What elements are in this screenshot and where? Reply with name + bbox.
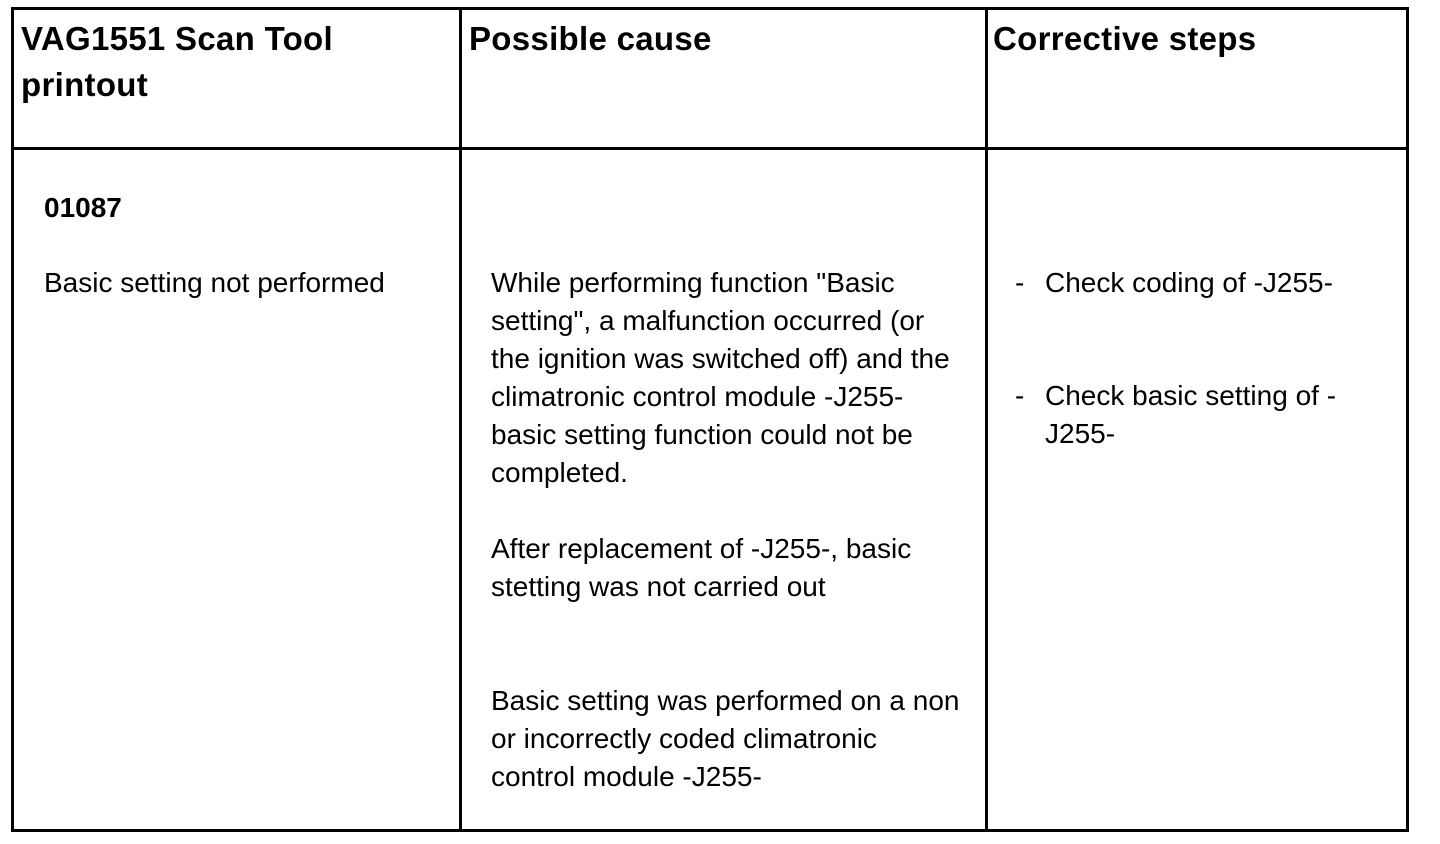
fault-code: 01087: [44, 192, 122, 223]
column-divider-1: [459, 10, 462, 829]
diagnostic-table: [11, 7, 1409, 832]
corrective-step-text: Check coding of -J255-: [1045, 267, 1333, 298]
header-corrective-steps: Corrective steps: [993, 20, 1257, 57]
header-divider: [14, 147, 1406, 150]
corrective-step-2: [1015, 377, 1395, 453]
possible-cause-2: After replacement of -J255-, basic stetting was not carried out: [491, 533, 912, 602]
fault-description: Basic setting not performed: [44, 267, 385, 298]
list-dash: -: [1015, 267, 1025, 298]
header-scan-tool-printout: VAG1551 Scan Tool printout: [21, 20, 333, 103]
possible-cause-3: Basic setting was performed on a non or incorrectly coded climatronic control module -J255-: [491, 685, 960, 792]
column-divider-2: [985, 10, 988, 829]
header-possible-cause: Possible cause: [469, 20, 712, 57]
corrective-step-text: Check basic setting of -J255-: [1045, 380, 1337, 449]
list-dash: -: [1015, 380, 1025, 411]
possible-cause-1: While performing function "Basic setting", a malfunction occurred (or the ignition was switched off) and the climatronic control module -J255- basic setting function could not be completed.: [491, 267, 950, 488]
corrective-step-1: [1015, 264, 1395, 302]
